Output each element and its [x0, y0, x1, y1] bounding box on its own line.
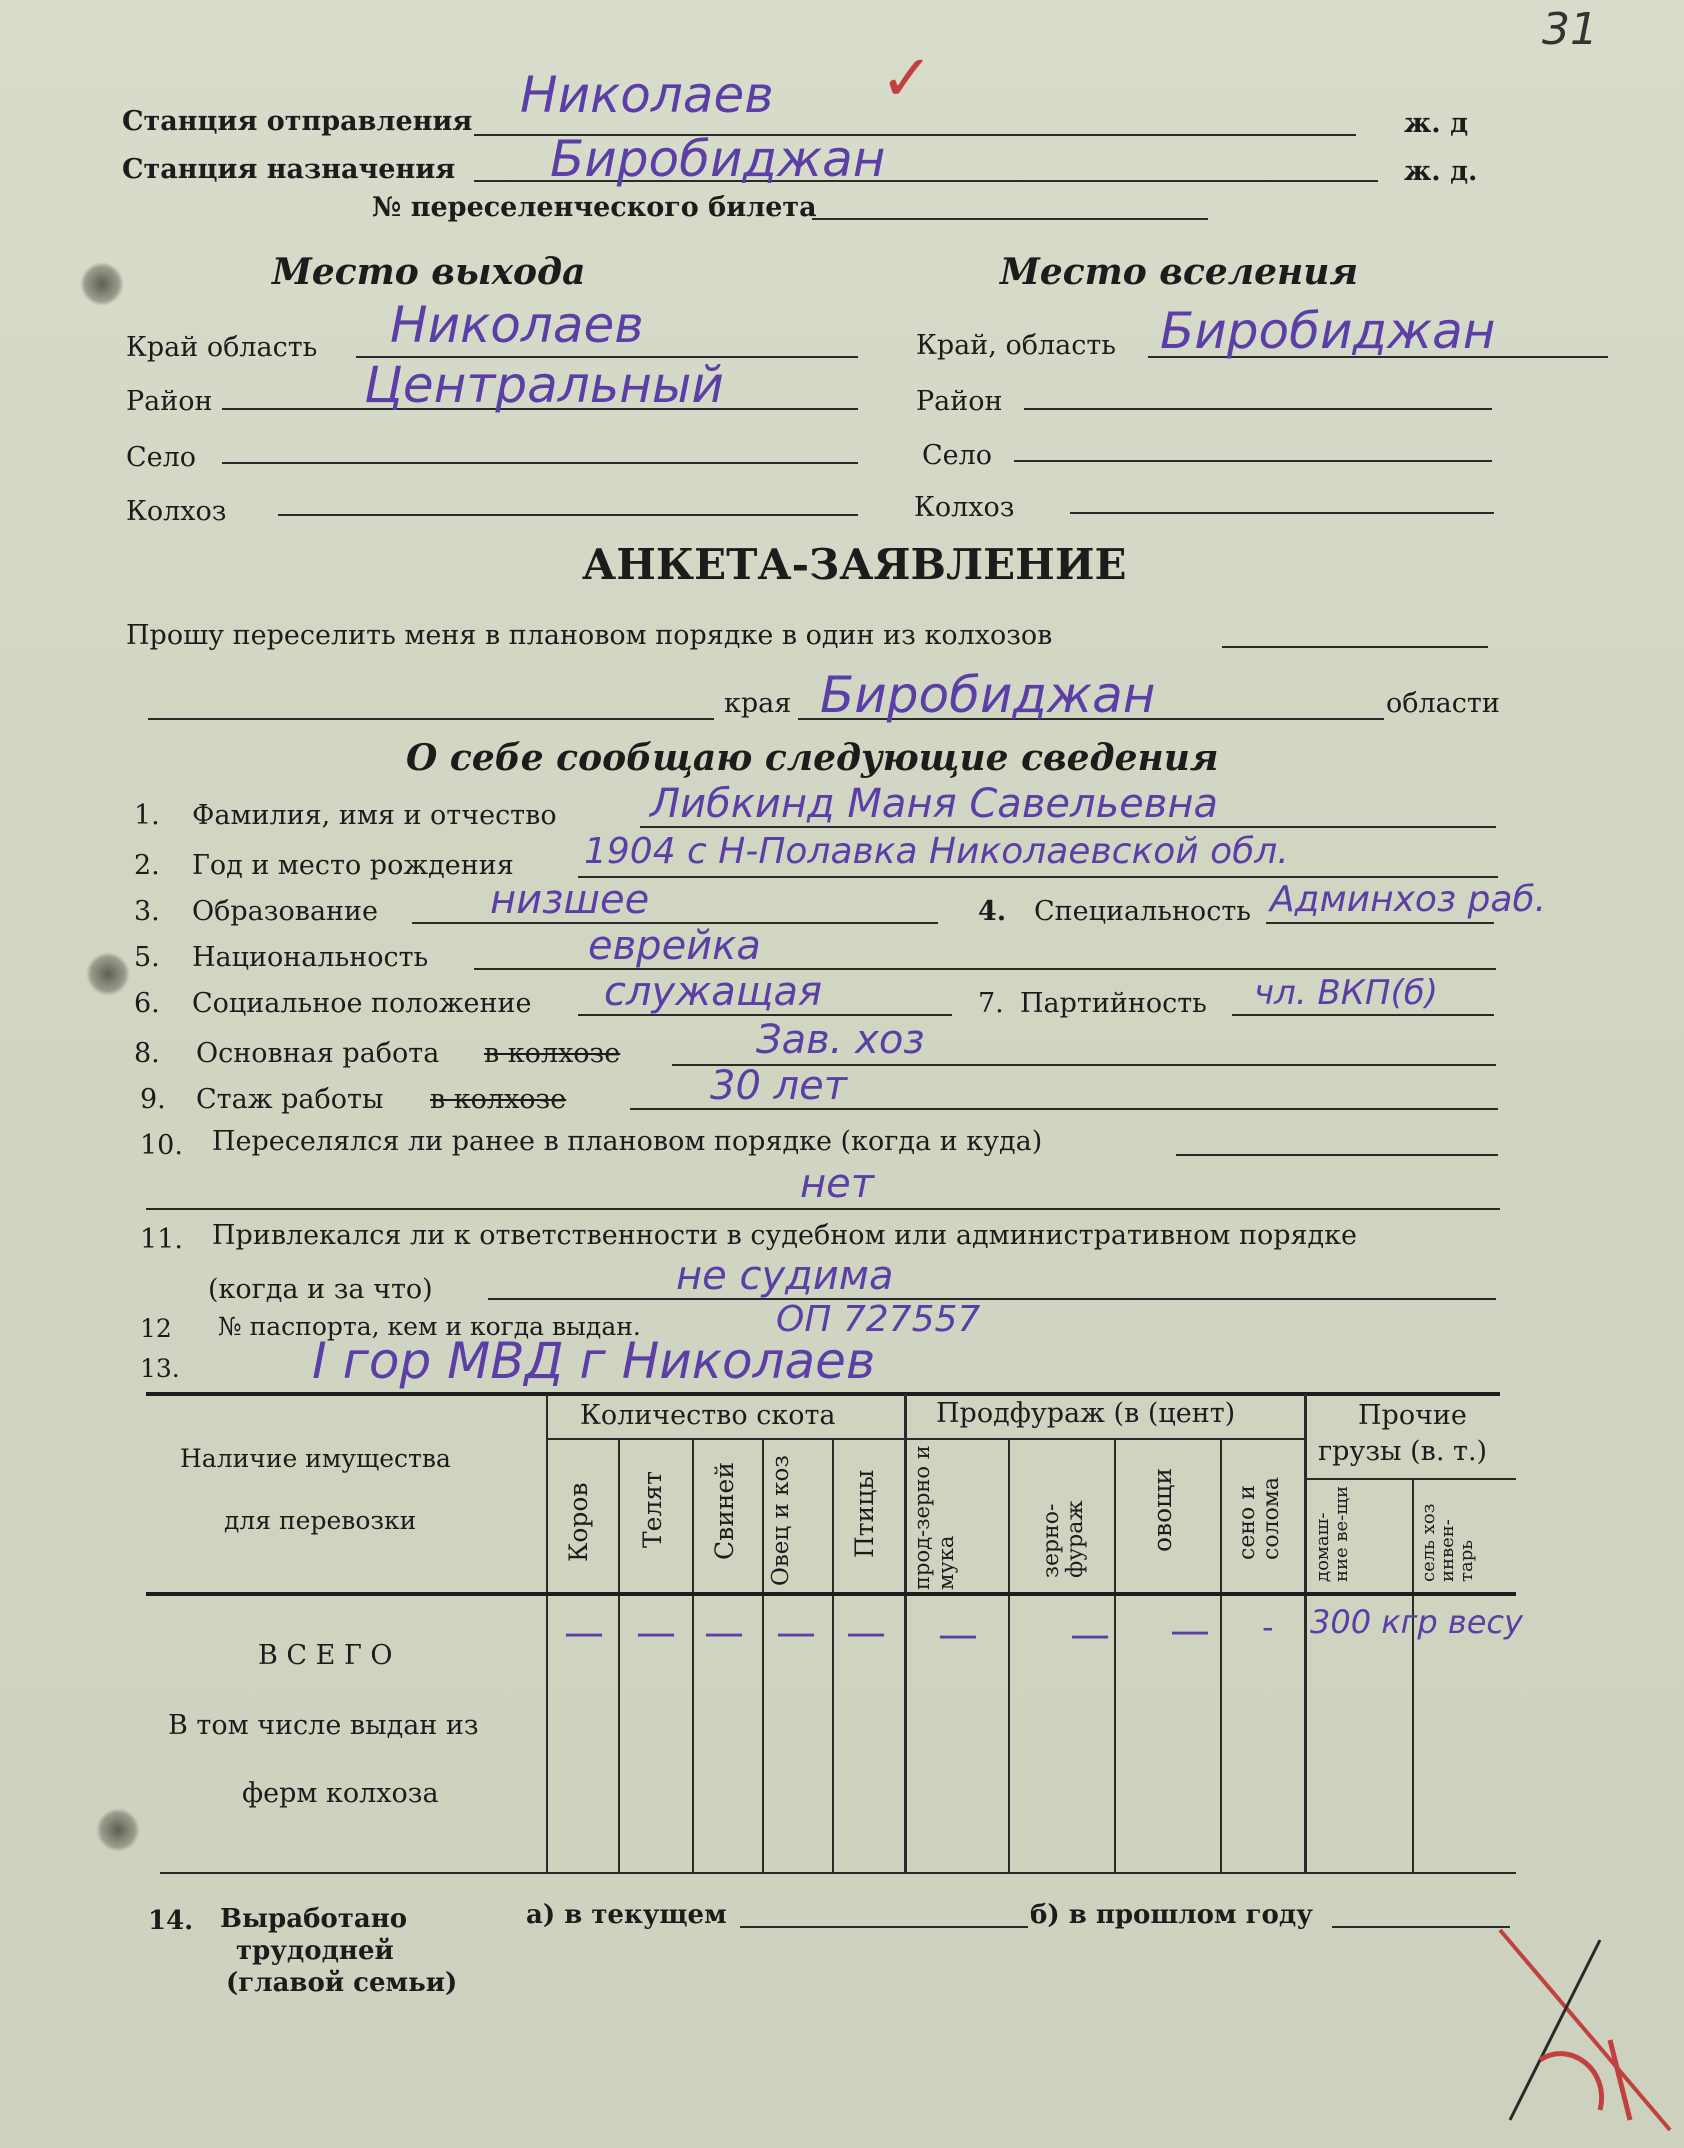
group-other-1: Прочие: [1358, 1400, 1467, 1431]
origin-region-value: Николаев: [390, 296, 644, 354]
field-4-number: 4.: [978, 896, 1007, 927]
origin-village-label: Село: [126, 442, 197, 473]
punch-hole: [86, 952, 130, 996]
field-2-label: Год и место рождения: [192, 850, 514, 881]
col-header-vegetables: овощи: [1148, 1467, 1177, 1552]
settlement-heading: Место вселения: [1000, 251, 1359, 293]
request-text: Прошу переселить меня в плановом порядке в один из колхозов: [126, 620, 1053, 651]
field-11-number: 11.: [140, 1224, 183, 1255]
workdays-label-3: (главой семьи): [226, 1968, 458, 1998]
field-10-value: нет: [800, 1161, 875, 1207]
field-1-value: Либкинд Маня Савельевна: [650, 781, 1218, 827]
origin-kolkhoz-label: Колхоз: [126, 496, 227, 527]
field-8-struck-text: в колхозе: [484, 1038, 621, 1069]
field-9-label: Стаж работы: [196, 1084, 384, 1115]
workdays-current-label: а) в текущем: [526, 1900, 727, 1930]
total-cows: —: [564, 1610, 604, 1656]
field-1-label: Фамилия, имя и отчество: [192, 800, 557, 831]
total-vegetables: —: [1170, 1608, 1210, 1654]
col-header-pigs: Свиней: [710, 1462, 739, 1560]
red-archive-mark: [1480, 1920, 1680, 2140]
settlement-region-label: Край, область: [916, 330, 1116, 361]
col-header-calves: Телят: [638, 1471, 667, 1548]
origin-region-label: Край область: [126, 332, 318, 363]
oblasti-label: области: [1386, 688, 1500, 719]
field-6-label: Социальное положение: [192, 988, 532, 1019]
departure-label: Станция отправления: [122, 106, 473, 137]
table-total-label: В С Е Г О: [258, 1640, 393, 1671]
origin-district-label: Район: [126, 386, 213, 417]
punch-hole: [80, 262, 124, 306]
field-5-number: 5.: [134, 942, 160, 973]
field-4-value: Админхоз раб.: [1270, 879, 1547, 920]
col-header-grain: прод-зерно и мука: [910, 1445, 959, 1590]
page-number: 31: [1542, 4, 1598, 55]
field-12-value: ОП 727557: [776, 1299, 981, 1340]
field-8-value: Зав. хоз: [756, 1017, 925, 1063]
form-title: АНКЕТА-ЗАЯВЛЕНИЕ: [582, 540, 1127, 589]
field-11-label-cont: (когда и за что): [208, 1274, 433, 1305]
field-9-struck-text: в колхозе: [430, 1084, 567, 1115]
total-hay: -: [1262, 1608, 1274, 1646]
col-header-hay: сено и солома: [1235, 1476, 1285, 1560]
field-9-value: 30 лет: [710, 1063, 848, 1109]
col-header-poultry: Птицы: [850, 1469, 879, 1558]
origin-heading: Место выхода: [272, 251, 586, 293]
settlement-village-label: Село: [922, 440, 993, 471]
field-12-number: 12: [140, 1314, 172, 1343]
table-row-header-2: для перевозки: [224, 1506, 417, 1535]
table-row-header-1: Наличие имущества: [180, 1444, 451, 1473]
workdays-label-1: Выработано: [220, 1904, 408, 1934]
total-calves: —: [636, 1610, 676, 1656]
workdays-number: 14.: [148, 1906, 194, 1936]
field-5-label: Национальность: [192, 942, 429, 973]
destination-value: Биробиджан: [550, 130, 886, 188]
check-mark-icon: ✓: [880, 42, 934, 116]
total-grain: —: [938, 1612, 978, 1658]
settlement-district-label: Район: [916, 386, 1003, 417]
destination-suffix: ж. д.: [1404, 156, 1478, 187]
field-13-value: I гор МВД г Николаев: [312, 1332, 876, 1390]
workdays-label-2: трудодней: [236, 1936, 394, 1966]
field-2-value: 1904 с Н-Полавка Николаевской обл.: [584, 831, 1289, 872]
field-11-label: Привлекался ли к ответственности в судебном или административном порядке: [212, 1220, 1358, 1251]
ticket-label: № переселенческого билета: [372, 192, 817, 223]
group-livestock: Количество скота: [580, 1400, 836, 1431]
field-11-value: не судима: [676, 1253, 894, 1299]
field-10-number: 10.: [140, 1130, 183, 1161]
table-incl-label-1: В том числе выдан из: [168, 1710, 479, 1741]
field-7-label: Партийность: [1020, 988, 1207, 1019]
col-header-sheep: Овец и коз: [768, 1455, 794, 1586]
table-incl-label-2: ферм колхоза: [242, 1778, 439, 1809]
total-fodder: —: [1070, 1612, 1110, 1658]
destination-label: Станция назначения: [122, 154, 456, 185]
field-3-label: Образование: [192, 896, 379, 927]
field-8-label: Основная работа: [196, 1038, 440, 1069]
total-sheep: —: [776, 1610, 816, 1656]
form-subtitle: О себе сообщаю следующие сведения: [406, 737, 1219, 779]
field-7-number: 7.: [978, 988, 1004, 1019]
field-2-number: 2.: [134, 850, 160, 881]
kraya-value: Биробиджан: [820, 666, 1156, 724]
col-header-household: домаш-ние ве-щи: [1312, 1486, 1352, 1582]
departure-suffix: ж. д: [1404, 108, 1469, 139]
workdays-previous-label: б) в прошлом году: [1030, 1900, 1313, 1930]
group-other-2: грузы (в. т.): [1318, 1436, 1488, 1467]
field-5-value: еврейка: [588, 923, 761, 969]
field-6-number: 6.: [134, 988, 160, 1019]
field-1-number: 1.: [134, 800, 160, 831]
col-header-fodder: зерно-фураж: [1039, 1500, 1089, 1578]
field-3-number: 3.: [134, 896, 160, 927]
punch-hole: [96, 1808, 140, 1852]
departure-value: Николаев: [520, 66, 774, 124]
settlement-kolkhoz-label: Колхоз: [914, 492, 1015, 523]
total-poultry: —: [846, 1610, 886, 1656]
kraya-label: края: [724, 688, 792, 719]
field-12-label: № паспорта, кем и когда выдан.: [218, 1312, 641, 1341]
field-3-value: низшее: [490, 877, 650, 923]
total-other-value: 300 кгр весу: [1310, 1603, 1523, 1641]
field-10-label: Переселялся ли ранее в плановом порядке (когда и куда): [212, 1126, 1043, 1157]
group-forage: Продфураж (в (цент): [936, 1398, 1236, 1429]
field-9-number: 9.: [140, 1084, 166, 1115]
field-6-value: служащая: [604, 969, 823, 1015]
field-7-value: чл. ВКП(б): [1254, 973, 1438, 1013]
origin-district-value: Центральный: [364, 356, 724, 414]
total-pigs: —: [704, 1610, 744, 1656]
col-header-inventory: сель хоз инвен-тарь: [1418, 1503, 1477, 1582]
settlement-region-value: Биробиджан: [1160, 302, 1496, 360]
col-header-cows: Коров: [564, 1482, 593, 1562]
field-4-label: Специальность: [1034, 896, 1251, 927]
field-13-number: 13.: [140, 1354, 180, 1383]
field-8-number: 8.: [134, 1038, 160, 1069]
